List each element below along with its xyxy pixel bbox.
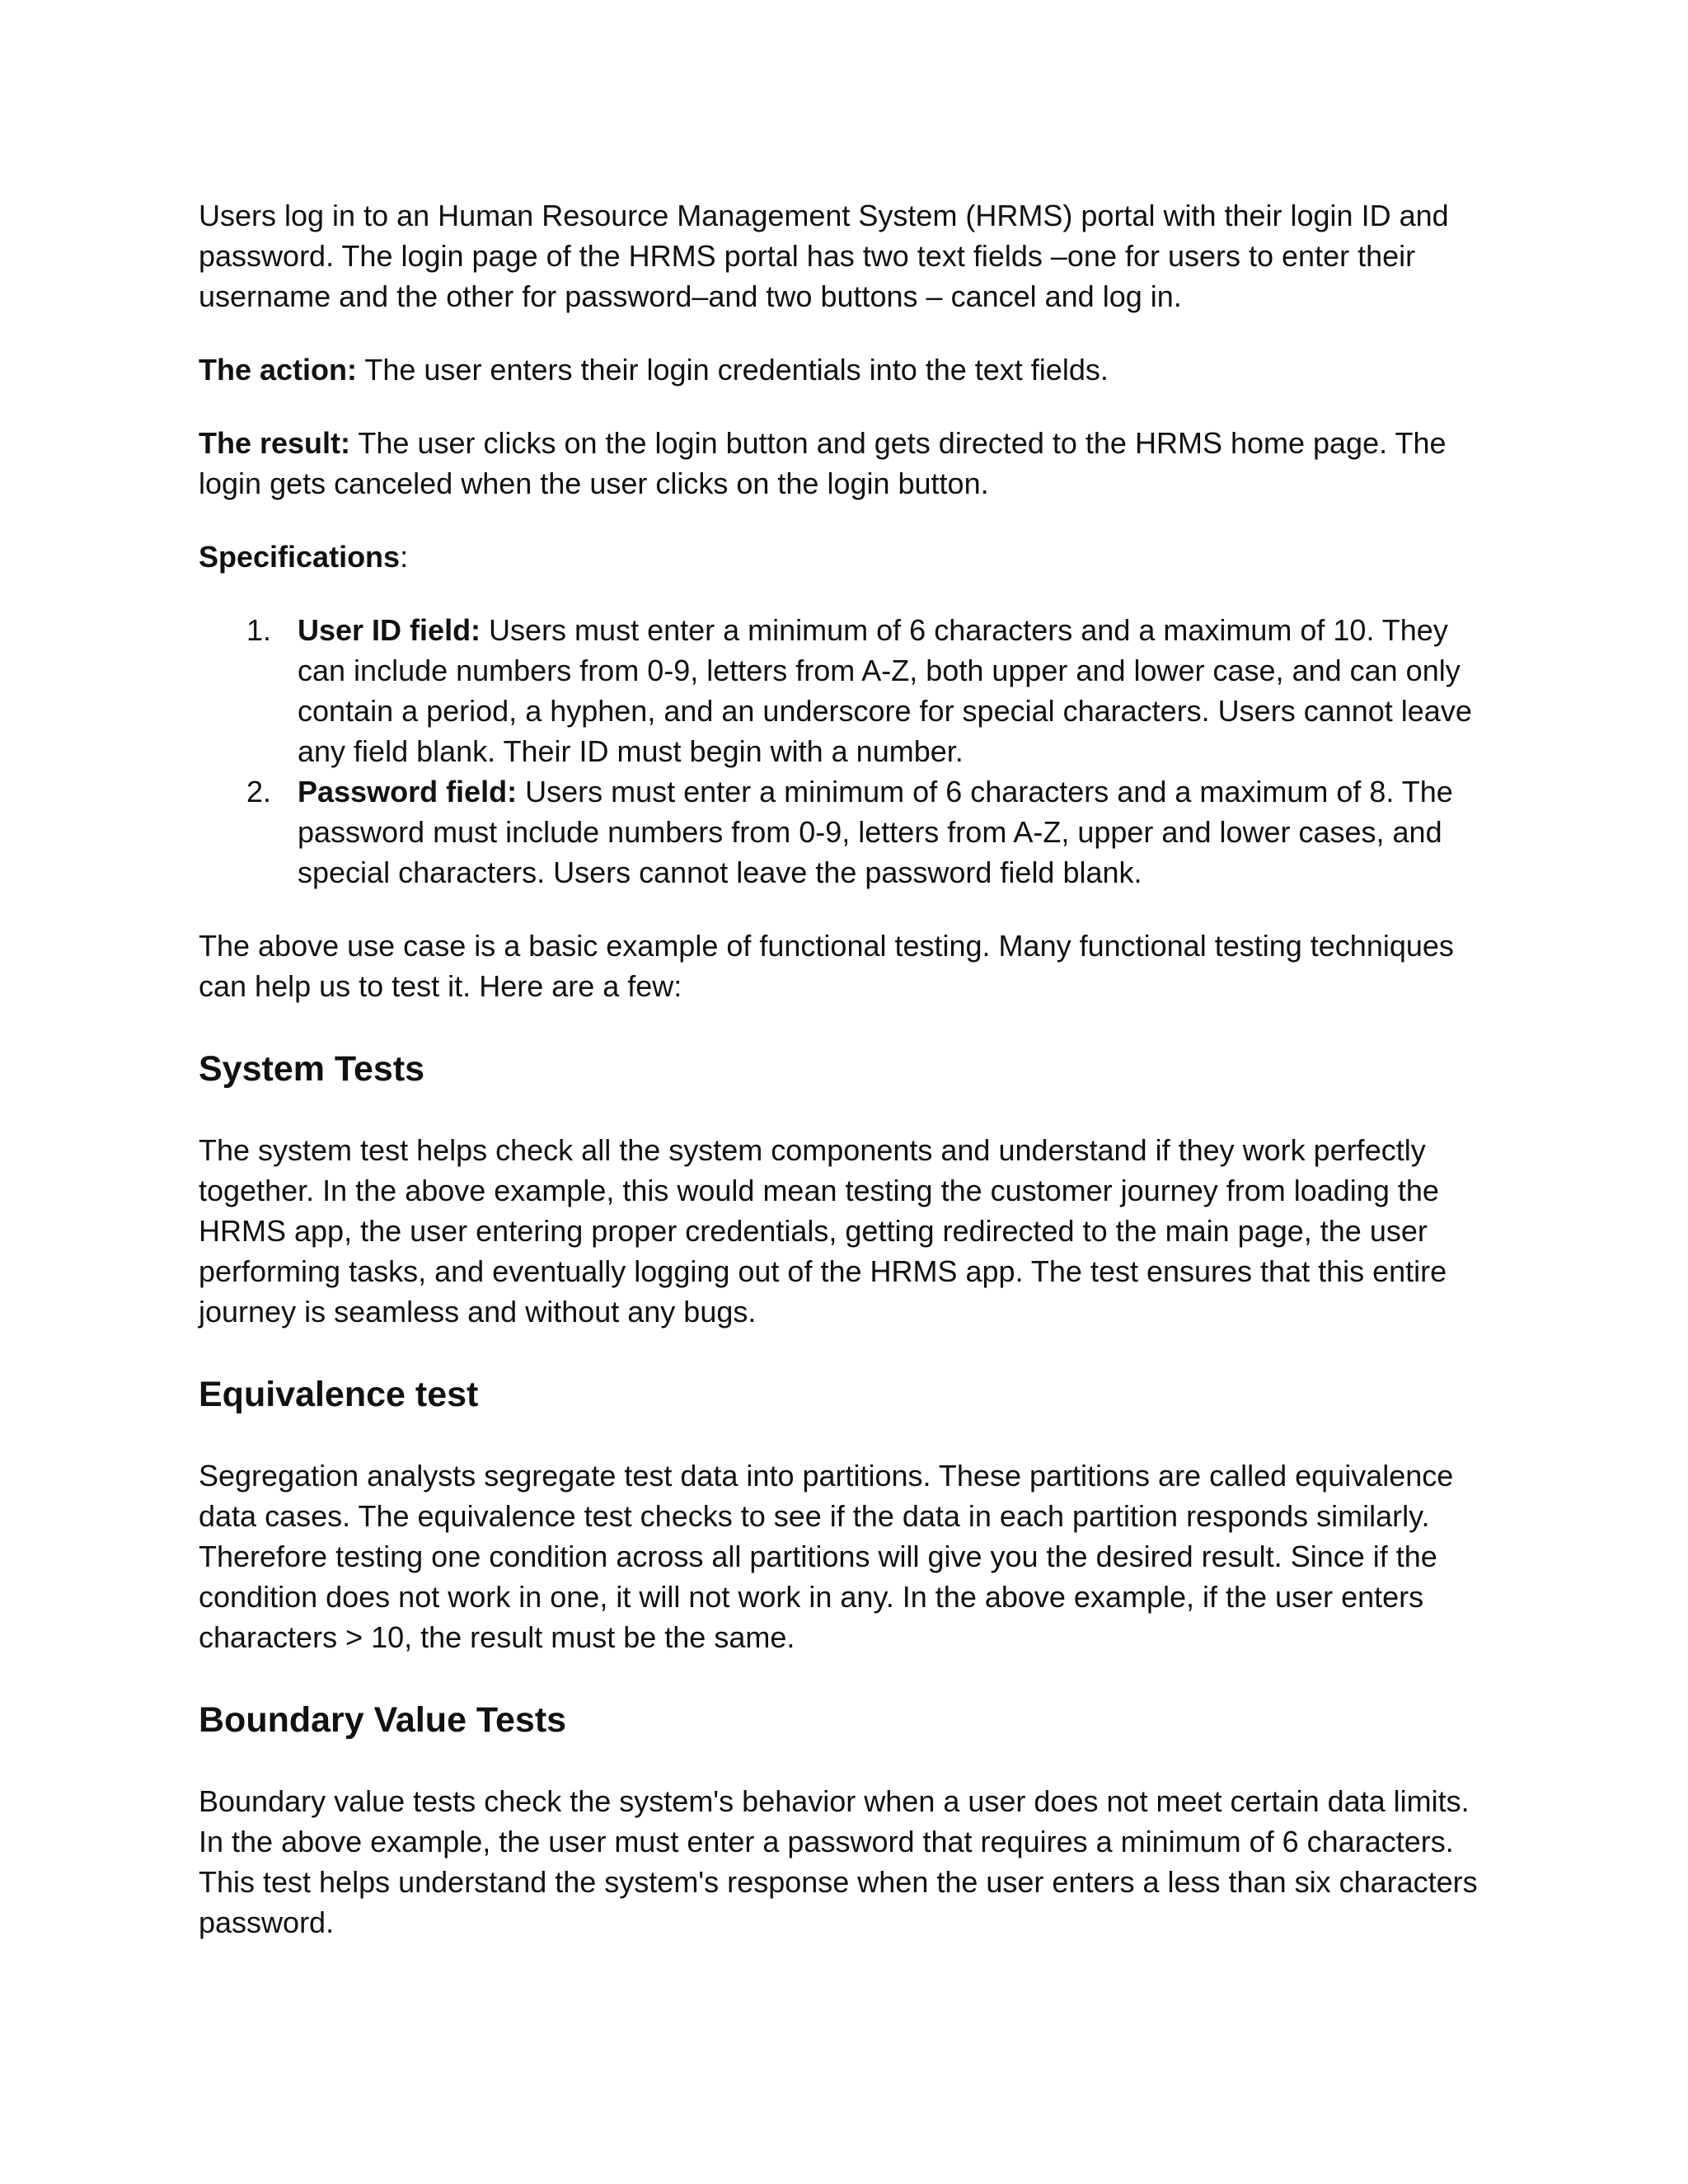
action-label: The action: [199, 353, 358, 387]
result-paragraph [199, 423, 1501, 504]
specifications-colon: : [400, 540, 409, 574]
section-paragraph-boundary-value-tests: Boundary value tests check the system's behavior when a user does not meet certain data limits. In the above example, the user must enter a password that requires a minimum of 6 characters. This test helps understand the system's response when the user enters a less than six characters password. [199, 1784, 1478, 1939]
intro-paragraph: Users log in to an Human Resource Management System (HRMS) portal with their login ID and password. The login page of the HRMS portal has two text fields –one for users to enter their username and the other for password–and two buttons – cancel and log in. [199, 199, 1449, 313]
list-item [199, 771, 1501, 893]
specifications-list [199, 610, 1501, 893]
section-paragraph-system-tests: The system test helps check all the system components and understand if they work perfectly together. In the above example, this would mean testing the customer journey from loading the HRMS app, the user entering proper credentials, getting redirected to the main page, the user performing tasks, and eventually logging out of the HRMS app. The test ensures that this entire journey is seamless and without any bugs. [199, 1133, 1447, 1329]
list-item-number: 2. [246, 775, 272, 808]
result-text: The user clicks on the login button and gets directed to the HRMS home page. The login gets canceled when the user clicks on the login button. [199, 426, 1447, 500]
list-item-number: 1. [246, 613, 272, 647]
specifications-label: Specifications [199, 540, 401, 574]
summary-paragraph: The above use case is a basic example of functional testing. Many functional testing techniques can help us to test it. Here are a few: [199, 929, 1454, 1003]
action-text: The user enters their login credentials into the text fields. [357, 353, 1109, 387]
result-label: The result: [199, 426, 351, 460]
list-item-label: Password field: [298, 775, 518, 808]
section-heading-equivalence-test: Equivalence test [199, 1375, 479, 1414]
section-paragraph-equivalence-test: Segregation analysts segregate test data into partitions. These partitions are called equivalence data cases. The equivalence test checks to see if the data in each partition responds similarly. Therefore testing one condition across all partitions will give you the desired result. Since if the condition does not work in one, it will not work in any. In the above example, if the user enters characters > 10, the result must be the same. [199, 1459, 1454, 1654]
action-paragraph [199, 349, 1501, 390]
section-heading-system-tests: System Tests [199, 1049, 425, 1089]
section-heading-boundary-value-tests: Boundary Value Tests [199, 1700, 567, 1740]
list-item [199, 610, 1501, 771]
document-page [199, 195, 1501, 1943]
list-item-label: User ID field: [298, 613, 481, 647]
specifications-heading [199, 537, 1501, 577]
list-item-text: Users must enter a minimum of 6 characters and a maximum of 10. They can include numbers from 0-9, letters from A-Z, both upper and lower case, and can only contain a period, a hyphen, and an underscore for special characters. Users cannot leave any field blank. Their ID must begin with a number. [298, 613, 1472, 768]
list-item-text: Users must enter a minimum of 6 characters and a maximum of 8. The password must include numbers from 0-9, letters from A-Z, upper and lower cases, and special characters. Users cannot leave the password field blank. [298, 775, 1453, 889]
